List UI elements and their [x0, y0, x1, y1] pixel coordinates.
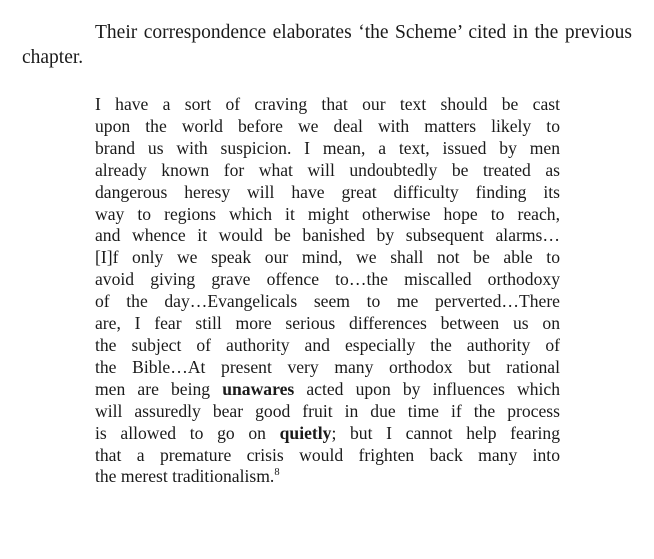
- quote-line: way to regions which it might otherwise hope to reach,: [95, 203, 560, 224]
- quote-text: the merest traditionalism.: [95, 466, 275, 487]
- emphasis-unawares: unawares: [222, 378, 295, 399]
- quote-text: acted upon by influences which: [294, 378, 560, 399]
- quote-line: of the day…Evangelicals seem to me perverted…There: [95, 291, 560, 312]
- quote-text: ; but I cannot help fearing: [331, 422, 560, 443]
- emphasis-quietly: quietly: [279, 422, 332, 443]
- footnote-marker: 8: [274, 467, 280, 479]
- quote-line: will assuredly bear good fruit in due time if the process: [95, 400, 560, 421]
- quote-line: avoid giving grave offence to…the miscalled orthodoxy: [95, 269, 560, 290]
- quote-line-final: [95, 466, 560, 488]
- quote-line: the Bible…At present very many orthodox but rational: [95, 356, 560, 377]
- quote-line: the subject of authority and especially the authority of: [95, 334, 560, 355]
- quote-line-emphasis-1: [95, 379, 560, 401]
- intro-paragraph: Their correspondence elaborates ‘the Scheme’ cited in the previous chapter.: [22, 22, 632, 68]
- quote-text: men are being: [95, 378, 223, 399]
- quote-text: is allowed to go on: [95, 422, 280, 443]
- quote-line: already known for what will undoubtedly be treated as: [95, 159, 560, 180]
- quote-line: upon the world before we deal with matters likely to: [95, 115, 560, 136]
- quote-line: that a premature crisis would frighten back many into: [95, 444, 560, 465]
- quote-line: are, I fear still more serious differences between us on: [95, 313, 560, 334]
- quote-line: brand us with suspicion. I mean, a text, issued by men: [95, 137, 560, 158]
- quote-line-emphasis-2: [95, 423, 560, 445]
- quote-line: dangerous heresy will have great difficulty finding its: [95, 181, 560, 202]
- block-quote: [95, 94, 560, 488]
- quote-line: [I]f only we speak our mind, we shall not be able to: [95, 247, 560, 268]
- quote-line: and whence it would be banished by subsequent alarms…: [95, 225, 560, 246]
- quote-line: I have a sort of craving that our text should be cast: [95, 94, 560, 114]
